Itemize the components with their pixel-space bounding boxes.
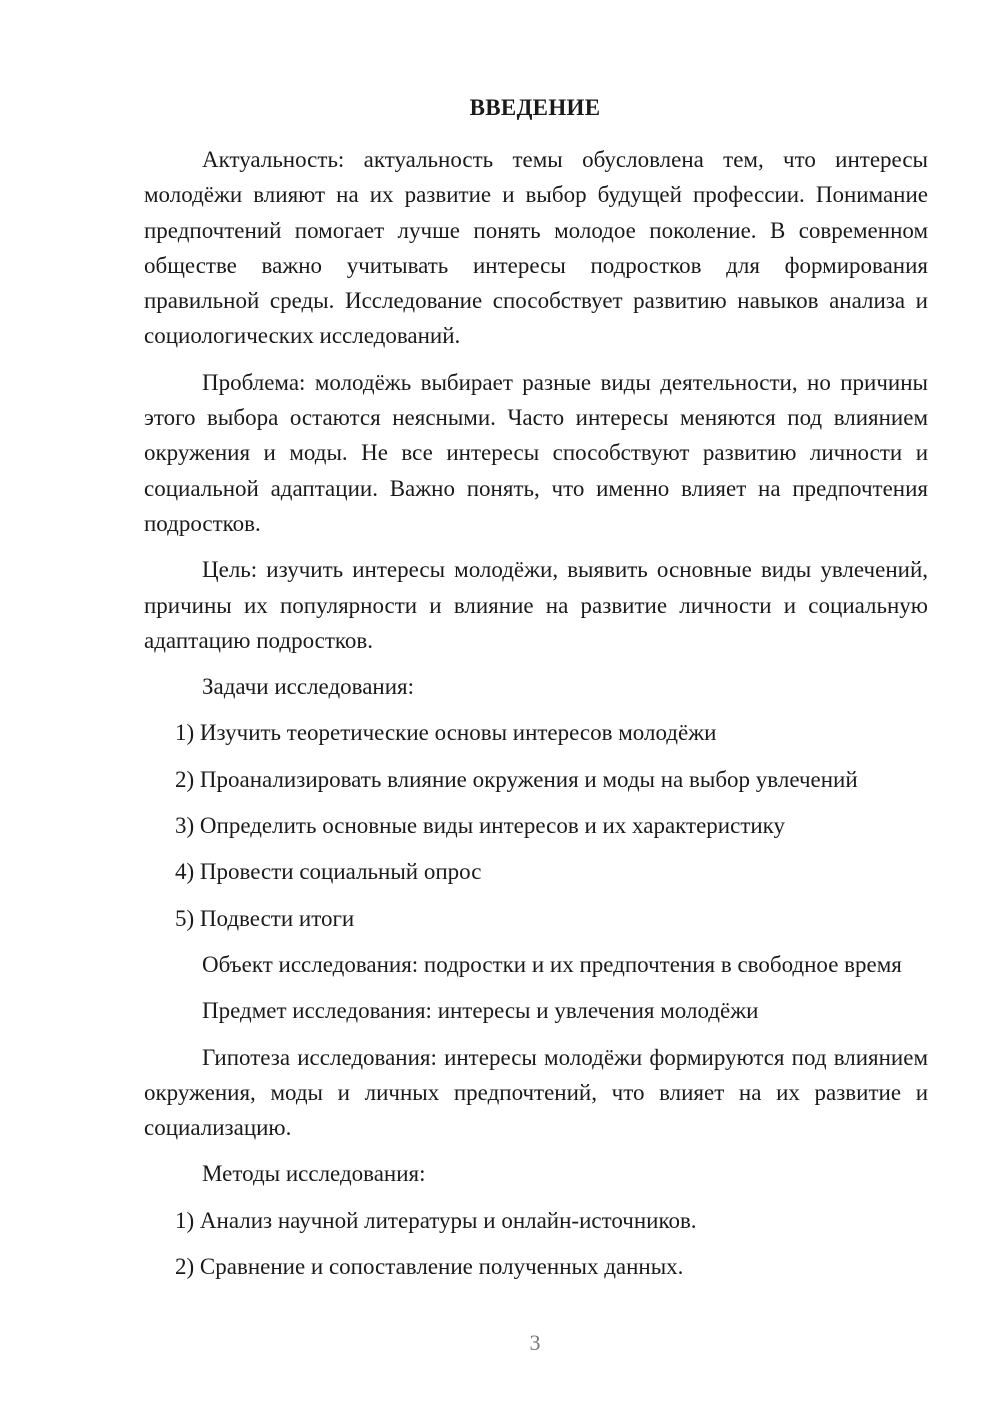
list-item-task-1: 1) Изучить теоретические основы интересов молодёжи — [175, 720, 717, 746]
paragraph-subject: Предмет исследования: интересы и увлечения молодёжи — [202, 998, 759, 1024]
page-title: ВВЕДЕНИЕ — [469, 95, 601, 120]
list-item-task-2: 2) Проанализировать влияние окружения и моды на выбор увлечений — [175, 766, 858, 792]
list-item-method-2: 2) Сравнение и сопоставление полученных данных. — [175, 1254, 684, 1280]
methods-heading: Методы исследования: — [202, 1161, 426, 1187]
paragraph-goal: Цель: изучить интересы молодёжи, выявить основные виды увлечений, причины их популярности и влияние на развитие личности и социальную адаптацию подростков. — [144, 557, 928, 653]
list-item-task-4: 4) Провести социальный опрос — [175, 859, 482, 885]
paragraph-hypothesis: Гипотеза исследования: интересы молодёжи формируются под влиянием окружения, моды и личных предпочтений, что влияет на их развитие и социализацию. — [144, 1044, 928, 1141]
tasks-heading: Задачи исследования: — [202, 674, 415, 700]
page-number: 3 — [529, 1330, 541, 1355]
list-item-task-5: 5) Подвести итоги — [175, 905, 355, 931]
list-item-method-1: 1) Анализ научной литературы и онлайн-источников. — [175, 1207, 697, 1233]
paragraph-object: Объект исследования: подростки и их предпочтения в свободное время — [202, 951, 902, 977]
list-item-task-3: 3) Определить основные виды интересов и их характеристику — [175, 813, 786, 839]
paragraph-relevance: Актуальность: актуальность темы обусловлена тем, что интересы молодёжи влияют на их развитие и выбор будущей профессии. Понимание предпочтений помогает лучше понять молодое поколение. В современном обществе важно учитывать интересы подростков для формирования правильной среды. Исследование способствует развитию навыков анализа и социологических исследований. — [144, 147, 928, 349]
paragraph-problem: Проблема: молодёжь выбирает разные виды деятельности, но причины этого выбора остаются неясными. Часто интересы меняются под влиянием окружения и моды. Не все интересы способствуют развитию личности и социальной адаптации. Важно понять, что именно влияет на предпочтения подростков. — [144, 369, 928, 536]
body-text — [144, 142, 928, 1295]
